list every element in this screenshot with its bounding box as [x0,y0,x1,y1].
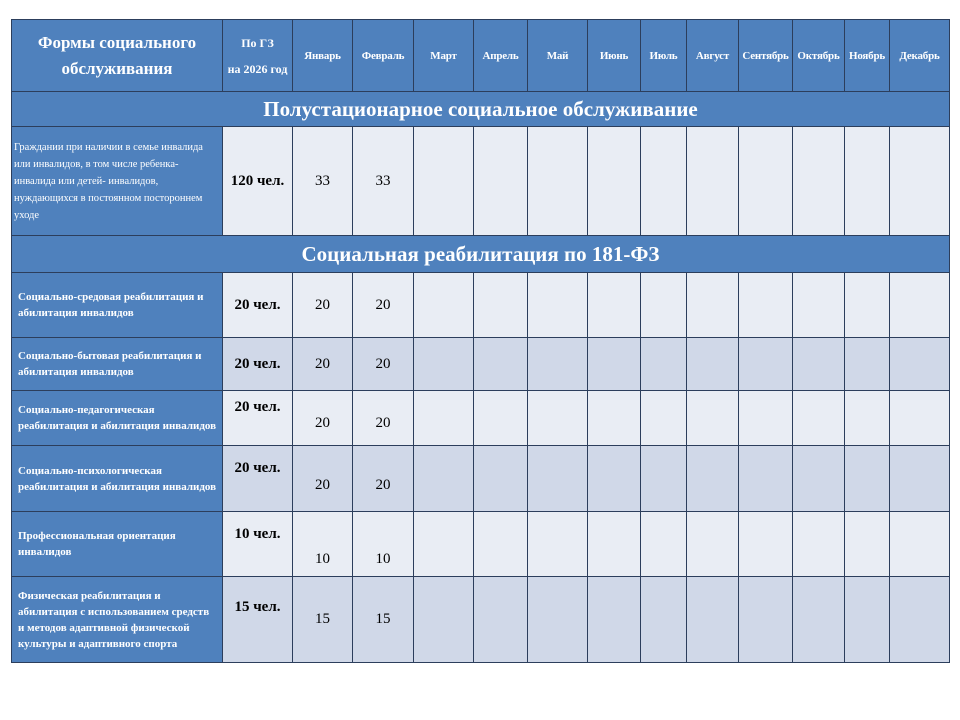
row-gz-value: 15 чел. [223,577,293,663]
month-cell [474,577,528,663]
month-cell [845,577,890,663]
month-cell [474,512,528,577]
month-cell [739,446,793,512]
month-cell [414,338,474,391]
month-cell: 20 [293,446,353,512]
month-cell [641,273,687,338]
row-gz-value: 10 чел. [223,512,293,577]
section-row [12,236,950,273]
row-gz-value: 20 чел. [223,446,293,512]
row-name: Профессиональная ориентация инвалидов [12,512,223,577]
row-name: Граждании при наличии в семье инвалида или инвалидов, в том числе ребенка- инвалида или детей- инвалидов, нуждающихся в постоянном постороннем уходе [12,127,223,236]
month-cell: 20 [353,446,414,512]
month-cell [845,127,890,236]
month-cell [641,512,687,577]
row-name: Социально-психологическая реабилитация и абилитация инвалидов [12,446,223,512]
row-gz-value: 20 чел. [223,338,293,391]
month-cell [793,391,845,446]
month-header: Июнь [588,20,641,92]
month-header: Март [414,20,474,92]
month-cell [890,127,950,236]
month-cell [528,512,588,577]
month-cell [474,273,528,338]
month-cell: 10 [353,512,414,577]
month-cell: 33 [293,127,353,236]
month-cell [588,512,641,577]
month-cell: 20 [353,391,414,446]
month-cell [687,577,739,663]
month-cell [793,577,845,663]
month-header: Май [528,20,588,92]
month-cell [793,338,845,391]
month-cell [641,338,687,391]
month-cell [739,391,793,446]
month-cell [474,446,528,512]
month-cell [641,577,687,663]
month-cell: 15 [353,577,414,663]
month-cell [414,577,474,663]
row-name: Социально-педагогическая реабилитация и абилитация инвалидов [12,391,223,446]
month-cell [588,446,641,512]
month-header: Сентябрь [739,20,793,92]
month-cell [687,391,739,446]
row-name: Физическая реабилитация и абилитация с использованием средств и методов адаптивной физической культуры и адаптивного спорта [12,577,223,663]
section-row [12,92,950,127]
month-cell [414,391,474,446]
month-cell [414,273,474,338]
month-cell [890,512,950,577]
month-cell: 20 [293,391,353,446]
header-row [12,20,950,92]
month-cell [588,391,641,446]
month-cell [845,446,890,512]
month-cell [687,338,739,391]
month-cell [739,127,793,236]
month-cell [793,512,845,577]
month-cell [588,127,641,236]
month-header: Апрель [474,20,528,92]
month-cell [588,338,641,391]
month-cell [414,446,474,512]
month-cell [588,273,641,338]
row-name: Социально-бытовая реабилитация и абилитация инвалидов [12,338,223,391]
month-cell [528,577,588,663]
row-gz-value: 120 чел. [223,127,293,236]
month-cell [528,338,588,391]
month-cell [890,338,950,391]
month-cell [845,391,890,446]
month-cell [845,273,890,338]
gz-header-line2: на 2026 год [227,61,288,76]
month-cell [739,338,793,391]
month-cell: 20 [353,338,414,391]
table-row [12,391,950,446]
month-cell [687,512,739,577]
month-header: Ноябрь [845,20,890,92]
month-cell [739,273,793,338]
month-header: Февраль [353,20,414,92]
month-header: Июль [641,20,687,92]
table-row [12,512,950,577]
row-name: Социально-средовая реабилитация и абилитация инвалидов [12,273,223,338]
month-cell [474,127,528,236]
month-cell [739,577,793,663]
table-row [12,577,950,663]
month-cell [739,512,793,577]
gz-header-line1: По ГЗ [241,35,274,50]
month-cell [528,446,588,512]
month-cell [890,446,950,512]
month-cell [474,338,528,391]
month-cell [641,127,687,236]
month-cell [588,577,641,663]
table-row [12,273,950,338]
month-cell [687,446,739,512]
month-cell [474,391,528,446]
month-cell [414,512,474,577]
services-table [11,19,950,663]
month-header: Август [687,20,739,92]
month-cell [890,273,950,338]
row-gz-value: 20 чел. [223,391,293,446]
month-cell [890,577,950,663]
section-title: Полустационарное социальное обслуживание [12,92,950,127]
month-cell [641,391,687,446]
month-cell: 20 [353,273,414,338]
month-cell [528,273,588,338]
month-cell [687,273,739,338]
row-gz-value: 20 чел. [223,273,293,338]
table-row [12,446,950,512]
month-cell [528,391,588,446]
month-cell: 10 [293,512,353,577]
gz-header [223,20,293,92]
month-cell [845,512,890,577]
month-cell [414,127,474,236]
section-title: Социальная реабилитация по 181-ФЗ [12,236,950,273]
month-cell: 33 [353,127,414,236]
month-cell: 20 [293,338,353,391]
month-cell [793,273,845,338]
month-cell: 15 [293,577,353,663]
month-cell [890,391,950,446]
month-cell [793,127,845,236]
month-cell: 20 [293,273,353,338]
table-row [12,127,950,236]
month-cell [528,127,588,236]
forms-header: Формы социального обслуживания [12,20,223,92]
table-row [12,338,950,391]
month-cell [845,338,890,391]
month-cell [641,446,687,512]
month-header: Декабрь [890,20,950,92]
month-header: Октябрь [793,20,845,92]
month-header: Январь [293,20,353,92]
month-cell [687,127,739,236]
month-cell [793,446,845,512]
